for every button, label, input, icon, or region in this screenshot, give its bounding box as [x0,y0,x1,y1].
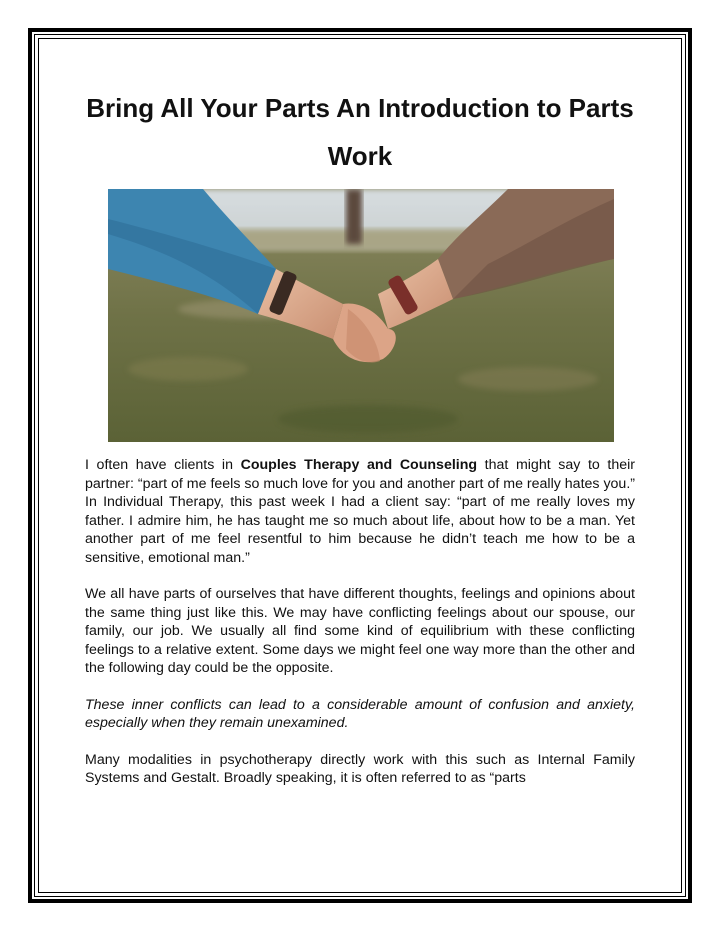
bold-link-text: Couples Therapy and Counseling [240,457,478,473]
paragraph-3-italic: These inner conflicts can lead to a considerable amount of confusion and anxiety, especially when they remain unexamined. [85,696,635,731]
paragraph-4: Many modalities in psychotherapy directly work with this such as Internal Family Systems and Gestalt. Broadly speaking, it is often referred to as “parts [85,751,635,786]
article-body [85,456,635,806]
hands-holding-photo [108,189,614,442]
page-title: Bring All Your Parts An Introduction to Parts Work [86,93,634,171]
paragraph-1: I often have clients in Couples Therapy and Counseling that might say to their partner: “part of me feels so much love for you and another part of me really hates you.” In Individual Therapy, this past week I had a client say: “part of me really loves my father. I admire him, he has taught me so much about life, about how to be a man. Yet another part of me feel resentful to him because he didn’t teach me how to be a sensitive, emotional man.” [85,457,635,566]
paragraph-2: We all have parts of ourselves that have different thoughts, feelings and opinions about the same thing just like this. We may have conflicting feelings about our spouse, our family, our job. We usually all find some kind of equilibrium with these conflicting feelings to a relative extent. Some days we might feel one way more than the other and the following day could be the opposite. [85,586,635,676]
